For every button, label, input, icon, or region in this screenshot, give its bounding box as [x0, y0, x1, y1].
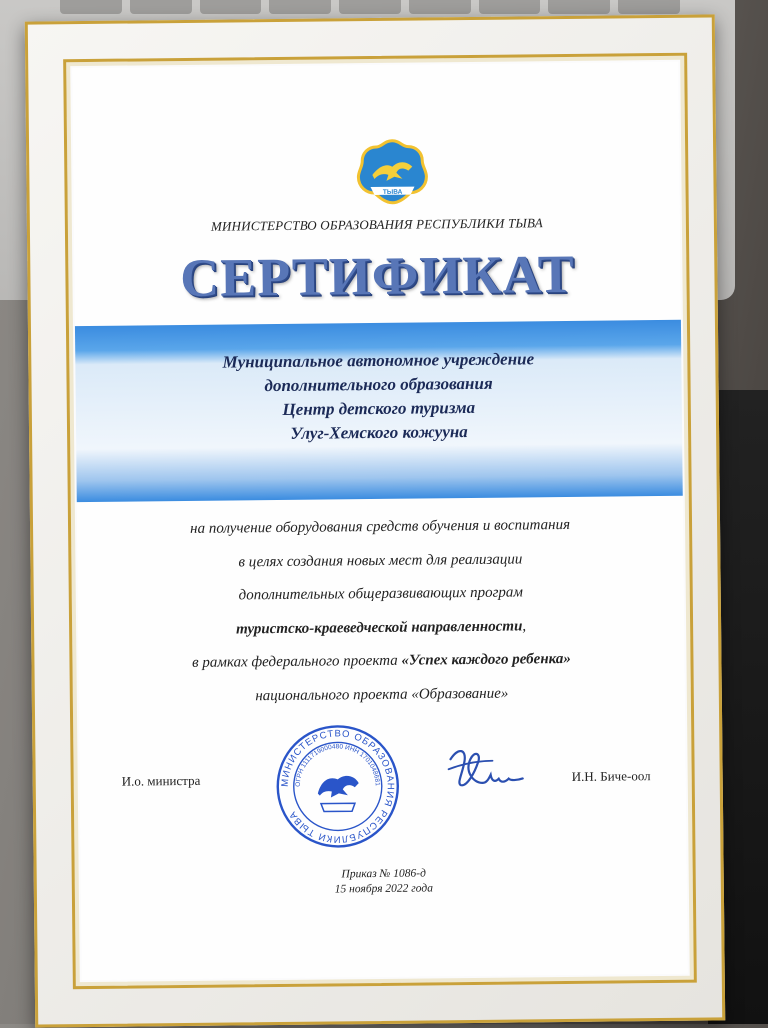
certificate-title: СЕРТИФИКАТ [179, 243, 575, 309]
signatory-role: И.о. министра [121, 772, 201, 789]
body-prefix: в рамках федерального проекта [192, 652, 402, 671]
laptop-keys [60, 0, 680, 14]
body-line: в целях создания новых мест для реализации [238, 550, 523, 570]
body-line: национального проекта «Образование» [255, 685, 509, 704]
body-punctuation: , [522, 617, 527, 634]
organization-line: Муниципальное автономное учреждение [222, 349, 535, 372]
order-info [81, 864, 687, 900]
federal-project-name: «Успех каждого ребенка» [401, 650, 571, 669]
signature-row [80, 768, 686, 794]
order-date: 15 ноября 2022 года [334, 882, 433, 896]
organization-line: Центр детского туризма [282, 397, 476, 419]
emblem-label: ТЫВА [382, 188, 403, 196]
order-number: Приказ № 1086-д [341, 867, 426, 881]
tuva-emblem-icon [356, 136, 429, 209]
ministry-name: МИНИСТЕРСТВО ОБРАЗОВАНИЯ РЕСПУБЛИКИ ТЫВА [210, 215, 543, 234]
body-line: на получение оборудования средств обучения и воспитания [190, 516, 571, 537]
frame-inner-border [63, 53, 697, 989]
certificate-paper [72, 62, 688, 980]
certificate-body [77, 508, 685, 715]
program-direction: туристско-краеведческой направленности [236, 617, 523, 637]
seal-ring-text: МИНИСТЕРСТВО ОБРАЗОВАНИЯ РЕСПУБЛИКИ ТЫВА [279, 728, 396, 845]
organization-name [75, 346, 682, 448]
organization-line: дополнительного образования [264, 373, 493, 396]
certificate-frame [25, 14, 725, 1027]
signatory-name: И.Н. Биче-оол [571, 768, 651, 784]
organization-line: Улуг-Хемского кожууна [290, 422, 468, 443]
seal-inner-text: ОГРН 1111719000480 ИНН 1701048681 [294, 743, 381, 787]
body-line: дополнительных общеразвивающих програм [238, 584, 524, 604]
